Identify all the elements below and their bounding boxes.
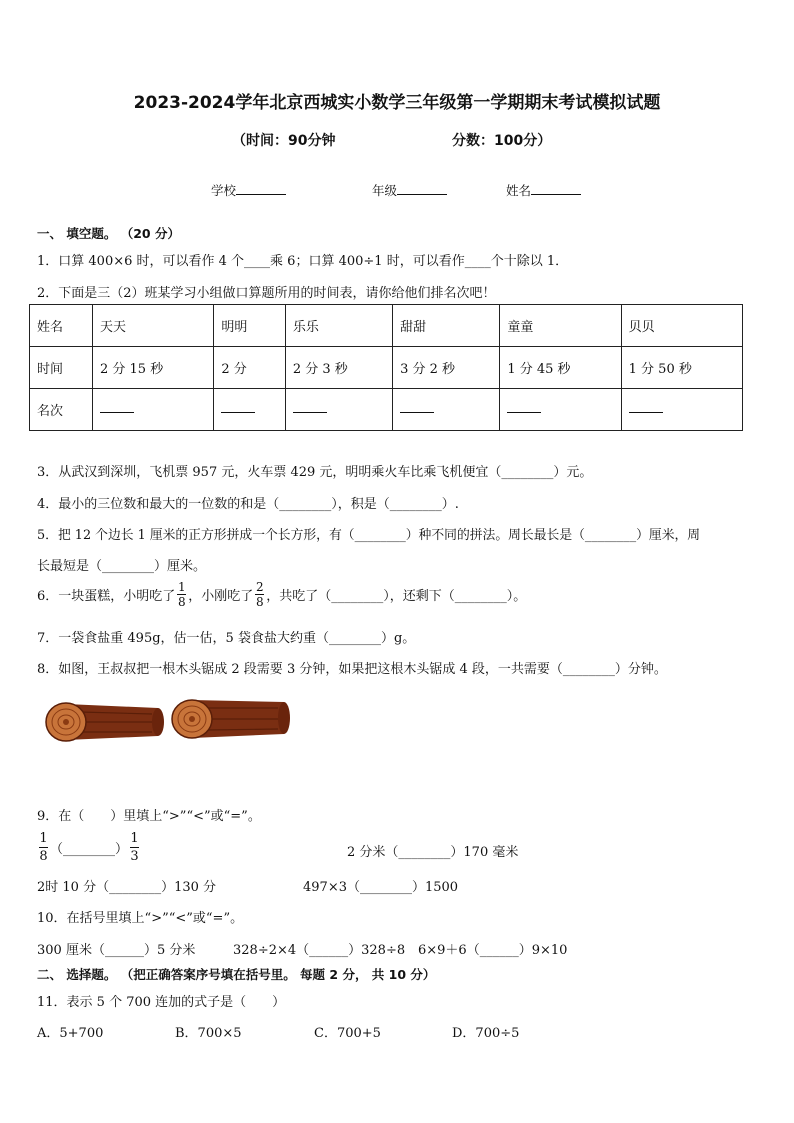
fraction-one-eighth bbox=[39, 830, 48, 865]
fraction-denominator: 8 bbox=[255, 595, 264, 609]
name-field[interactable] bbox=[506, 181, 581, 199]
question-1: 1．口算 400×6 时，可以看作 4 个____乘 6；口算 400÷1 时，可以看作____个十除以 1． bbox=[37, 254, 569, 269]
question-11: 11．表示 5 个 700 连加的式子是（ ） bbox=[37, 995, 286, 1010]
section-1-heading: 一、 填空题。 （20 分） bbox=[37, 226, 180, 241]
question-9-c: 2时 10 分（________）130 分 bbox=[37, 880, 217, 895]
question-9-a bbox=[37, 830, 141, 865]
log-1-image bbox=[46, 703, 164, 741]
question-10-a: 300 厘米（______）5 分米 bbox=[37, 943, 196, 958]
fraction-one-eighth bbox=[177, 580, 186, 609]
rank-blank[interactable] bbox=[500, 389, 621, 431]
grade-label: 年级 bbox=[372, 183, 398, 198]
fraction-numerator: 1 bbox=[130, 831, 139, 846]
school-field[interactable] bbox=[211, 181, 286, 199]
school-label: 学校 bbox=[211, 183, 237, 198]
table-row bbox=[30, 305, 743, 347]
question-10-c: 6×9＋6（______）9×10 bbox=[418, 943, 568, 958]
question-6 bbox=[37, 580, 526, 609]
option-c[interactable]: C．700+5 bbox=[314, 1026, 381, 1041]
question-5-line-2: 长最短是（________）厘米。 bbox=[37, 559, 207, 574]
question-6-text-2: ，小刚吃了 bbox=[188, 589, 254, 604]
question-9: 9．在（ ）里填上“>”“<”或“=”。 bbox=[37, 809, 261, 824]
table-row bbox=[30, 389, 743, 431]
rank-blank[interactable] bbox=[393, 389, 500, 431]
rank-blank[interactable] bbox=[621, 389, 742, 431]
option-d[interactable]: D．700÷5 bbox=[452, 1026, 520, 1041]
fraction-denominator: 3 bbox=[130, 849, 139, 864]
rank-blank[interactable] bbox=[214, 389, 286, 431]
time-label: （时间：90分钟 bbox=[232, 133, 336, 149]
table-cell: 1 分 50 秒 bbox=[621, 347, 742, 389]
fraction-numerator: 1 bbox=[39, 831, 48, 846]
table-cell: 1 分 45 秒 bbox=[500, 347, 621, 389]
rank-blank[interactable] bbox=[93, 389, 214, 431]
compare-blank[interactable]: （________） bbox=[50, 842, 129, 857]
question-10-b: 328÷2×4（______）328÷8 bbox=[233, 943, 406, 958]
row-label-rank: 名次 bbox=[30, 389, 93, 431]
fraction-two-eighths bbox=[255, 580, 264, 609]
section-2-heading: 二、 选择题。 （把正确答案序号填在括号里。 每题 2 分， 共 10 分） bbox=[37, 967, 436, 982]
logs-illustration bbox=[40, 692, 300, 756]
question-8: 8．如图，王叔叔把一根木头锯成 2 段需要 3 分钟，如果把这根木头锯成 4 段，一共需要（________）分钟。 bbox=[37, 662, 667, 677]
question-2: 2．下面是三（2）班某学习小组做口算题所用的时间表，请你给他们排名次吧！ bbox=[37, 286, 496, 301]
fraction-numerator: 1 bbox=[177, 580, 186, 594]
question-6-text-1: 6．一块蛋糕，小明吃了 bbox=[37, 589, 176, 604]
option-a[interactable]: A．5+700 bbox=[37, 1026, 104, 1041]
table-cell: 甜甜 bbox=[393, 305, 500, 347]
fraction-denominator: 8 bbox=[177, 595, 186, 609]
question-7: 7．一袋食盐重 495g，估一估，5 袋食盐大约重（________）g。 bbox=[37, 631, 416, 646]
table-cell: 明明 bbox=[214, 305, 286, 347]
option-b[interactable]: B．700×5 bbox=[175, 1026, 242, 1041]
question-10: 10．在括号里填上“>”“<”或“=”。 bbox=[37, 911, 244, 926]
question-6-text-3: ，共吃了（________），还剩下（________）。 bbox=[266, 589, 527, 604]
rank-blank[interactable] bbox=[285, 389, 392, 431]
question-5-line-1: 5．把 12 个边长 1 厘米的正方形拼成一个长方形，有（________）种不同的拼法。周长最长是（________）厘米，周 bbox=[37, 528, 701, 543]
table-cell: 2 分 15 秒 bbox=[93, 347, 214, 389]
table-cell: 3 分 2 秒 bbox=[393, 347, 500, 389]
table-cell: 2 分 bbox=[214, 347, 286, 389]
question-9-b: 2 分米（________）170 毫米 bbox=[347, 845, 519, 860]
table-cell: 天天 bbox=[93, 305, 214, 347]
question-9-d: 497×3（________）1500 bbox=[303, 880, 459, 895]
row-label-time: 时间 bbox=[30, 347, 93, 389]
fraction-denominator: 8 bbox=[39, 849, 48, 864]
table-cell: 2 分 3 秒 bbox=[285, 347, 392, 389]
table-row bbox=[30, 347, 743, 389]
name-label: 姓名 bbox=[506, 183, 532, 198]
question-4: 4．最小的三位数和最大的一位数的和是（________），积是（________）. bbox=[37, 497, 459, 512]
time-table bbox=[29, 304, 743, 431]
fraction-numerator: 2 bbox=[255, 580, 264, 594]
exam-title: 2023-2024学年北京西城实小数学三年级第一学期期末考试模拟试题 bbox=[133, 93, 661, 113]
fraction-one-third bbox=[130, 830, 139, 865]
row-label-name: 姓名 bbox=[30, 305, 93, 347]
log-2-image bbox=[172, 700, 290, 738]
table-cell: 贝贝 bbox=[621, 305, 742, 347]
table-cell: 乐乐 bbox=[285, 305, 392, 347]
score-label: 分数：100分） bbox=[452, 133, 552, 149]
table-cell: 童童 bbox=[500, 305, 621, 347]
grade-field[interactable] bbox=[372, 181, 447, 199]
question-3: 3．从武汉到深圳，飞机票 957 元，火车票 429 元，明明乘火车比乘飞机便宜（________）元。 bbox=[37, 465, 593, 480]
